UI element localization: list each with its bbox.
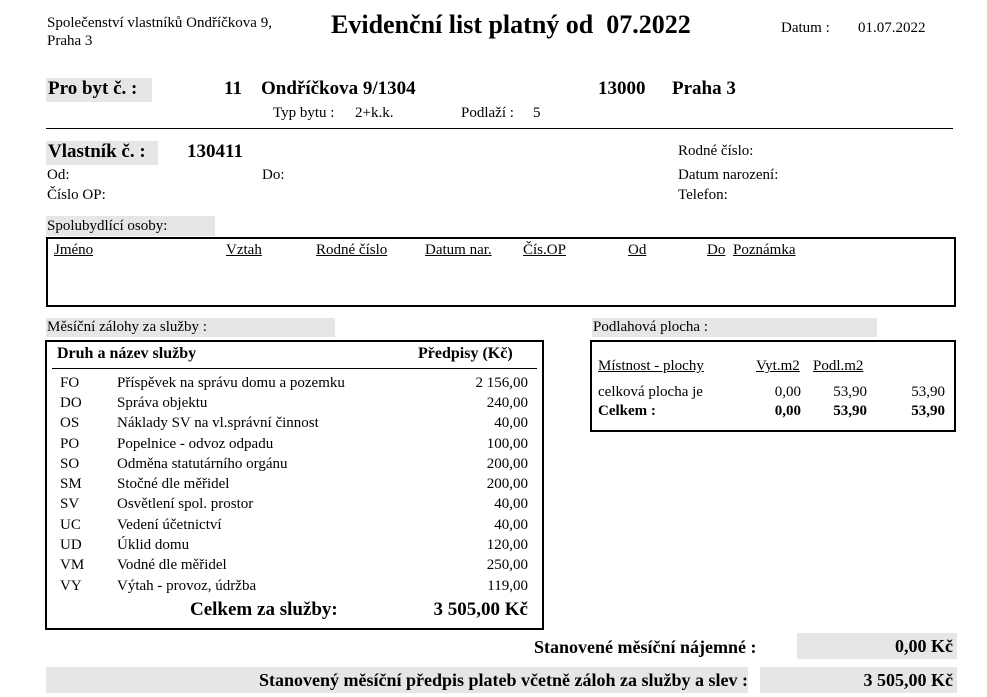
service-code: SO xyxy=(60,455,80,472)
table-row xyxy=(60,454,528,474)
service-amount: 120,00 xyxy=(486,537,528,554)
service-code: FO xyxy=(60,374,80,391)
services-col-amount: Předpisy (Kč) xyxy=(418,345,513,362)
col-from: Od xyxy=(628,242,647,258)
service-amount: 40,00 xyxy=(494,516,528,533)
apartment-label: Pro byt č. : xyxy=(46,78,152,102)
col-birth-date: Datum nar. xyxy=(425,242,492,258)
service-code: UD xyxy=(60,537,82,554)
service-name: Popelnice - odvoz odpadu xyxy=(117,435,274,452)
rent-value: 0,00 Kč xyxy=(797,633,957,659)
phone-label: Telefon: xyxy=(678,187,728,203)
service-name: Odměna statutárního orgánu xyxy=(117,455,288,472)
table-row xyxy=(60,434,528,454)
rent-label: Stanovené měsíční nájemné : xyxy=(534,637,757,657)
service-name: Vodné dle měřidel xyxy=(117,557,227,574)
owner-from-label: Od: xyxy=(47,167,70,183)
table-row xyxy=(60,393,528,413)
service-name: Osvětlení spol. prostor xyxy=(117,496,254,513)
floor-col-room: Místnost - plochy xyxy=(598,358,704,374)
floor-row-floor: 53,90 xyxy=(833,384,867,400)
owner-label: Vlastník č. : xyxy=(46,141,158,165)
birth-number-label: Rodné číslo: xyxy=(678,143,754,159)
service-code: UC xyxy=(60,516,81,533)
apartment-city: Praha 3 xyxy=(672,78,736,99)
service-code: OS xyxy=(60,415,80,432)
apartment-street: Ondříčkova 9/1304 xyxy=(261,78,416,99)
service-amount: 200,00 xyxy=(486,476,528,493)
service-amount: 2 156,00 xyxy=(475,374,528,391)
service-amount: 40,00 xyxy=(494,496,528,513)
service-amount: 250,00 xyxy=(486,557,528,574)
table-row xyxy=(60,373,528,393)
floor-label: Podlaží : xyxy=(461,105,514,121)
col-note: Poznámka xyxy=(733,242,796,258)
service-name: Správa objektu xyxy=(117,394,208,411)
services-section-label: Měsíční zálohy za služby : xyxy=(46,318,335,337)
association-line-1: Společenství vlastníků Ondříčkova 9, xyxy=(47,15,272,31)
floor-area-section-label: Podlahová plocha : xyxy=(592,318,877,337)
cohabitants-box xyxy=(46,237,956,307)
floor-total-total: 53,90 xyxy=(911,403,945,419)
table-row xyxy=(60,535,528,555)
date-value: 01.07.2022 xyxy=(858,20,926,36)
service-amount: 119,00 xyxy=(487,577,528,594)
col-name: Jméno xyxy=(54,242,94,258)
service-amount: 40,00 xyxy=(494,415,528,432)
floor-row-total: 53,90 xyxy=(911,384,945,400)
services-header-divider xyxy=(52,368,537,369)
service-name: Úklid domu xyxy=(117,537,190,554)
divider xyxy=(46,128,953,129)
grand-total-label: Stanovený měsíční předpis plateb včetně záloh za služby a slev : xyxy=(46,667,748,693)
birth-date-label: Datum narození: xyxy=(678,167,779,183)
floor-total-floor: 53,90 xyxy=(833,403,867,419)
table-row xyxy=(60,495,528,515)
title-text: Evidenční list platný od xyxy=(331,10,594,39)
service-name: Vedení účetnictví xyxy=(117,516,222,533)
service-code: PO xyxy=(60,435,80,452)
service-code: DO xyxy=(60,394,82,411)
apartment-number: 11 xyxy=(224,78,242,99)
services-total-value: 3 505,00 Kč xyxy=(433,599,528,620)
valid-from: 07.2022 xyxy=(606,10,691,39)
floor-total-label: Celkem : xyxy=(598,403,656,419)
owner-to-label: Do: xyxy=(262,167,285,183)
service-name: Náklady SV na vl.správní činnost xyxy=(117,415,319,432)
owner-number: 130411 xyxy=(187,141,243,162)
cohabitants-label: Spolubydlící osoby: xyxy=(46,216,215,236)
table-row xyxy=(598,383,945,402)
floor-col-heated: Vyt.m2 xyxy=(756,358,800,374)
apartment-type-label: Typ bytu : xyxy=(273,105,335,121)
col-relation: Vztah xyxy=(226,242,262,258)
table-row xyxy=(60,515,528,535)
service-code: VM xyxy=(60,557,85,574)
apartment-zip: 13000 xyxy=(598,78,646,99)
association-line-2: Praha 3 xyxy=(47,33,93,49)
floor-value: 5 xyxy=(533,105,541,121)
document-title xyxy=(331,10,691,40)
service-code: VY xyxy=(60,577,82,594)
grand-total-value: 3 505,00 Kč xyxy=(760,667,957,693)
floor-row-label: celková plocha je xyxy=(598,384,703,400)
services-table xyxy=(60,373,528,596)
table-row xyxy=(60,414,528,434)
col-to: Do xyxy=(707,242,726,258)
apartment-type-value: 2+k.k. xyxy=(355,105,394,121)
service-amount: 100,00 xyxy=(486,435,528,452)
col-id-card: Čís.OP xyxy=(523,242,566,258)
service-code: SM xyxy=(60,476,82,493)
service-name: Stočné dle měřidel xyxy=(117,476,230,493)
date-label: Datum : xyxy=(781,20,830,36)
service-code: SV xyxy=(60,496,80,513)
floor-area-table xyxy=(598,383,945,421)
services-col-name: Druh a název služby xyxy=(57,345,197,362)
table-row xyxy=(598,402,945,421)
service-amount: 200,00 xyxy=(486,455,528,472)
col-birth-number: Rodné číslo xyxy=(316,242,388,258)
owner-id-card-label: Číslo OP: xyxy=(47,187,106,203)
service-amount: 240,00 xyxy=(486,394,528,411)
services-total-label: Celkem za služby: xyxy=(190,599,338,620)
table-row xyxy=(60,556,528,576)
floor-row-heated: 0,00 xyxy=(774,384,801,400)
service-name: Výtah - provoz, údržba xyxy=(117,577,257,594)
table-row xyxy=(60,576,528,596)
floor-total-heated: 0,00 xyxy=(774,403,801,419)
association-name xyxy=(47,14,272,50)
table-row xyxy=(60,474,528,494)
service-name: Příspěvek na správu domu a pozemku xyxy=(117,374,345,391)
floor-col-floor: Podl.m2 xyxy=(813,358,864,374)
